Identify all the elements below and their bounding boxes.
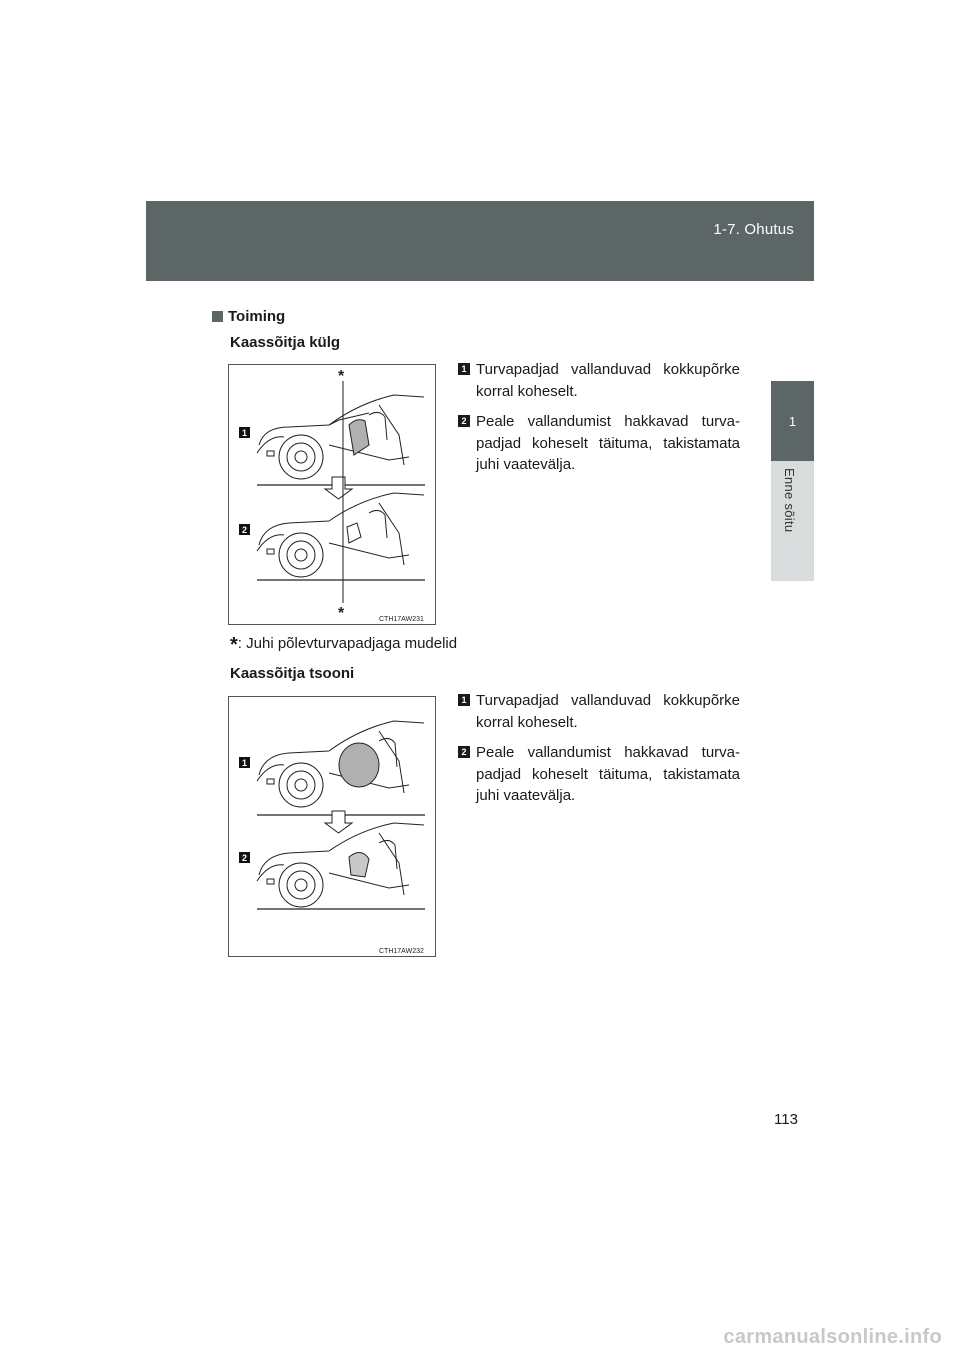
- figure-passenger-zone: [228, 696, 436, 957]
- figure-label-2: 2: [241, 525, 248, 535]
- step-text: Turvapadjad vallanduvad kokkupõrke korral koheselt.: [476, 692, 740, 731]
- step-text: Peale vallandumist hakkavad turva-padjad koheselt täituma, takistamata juhi vaatevälja.: [476, 744, 740, 804]
- step-item: [458, 690, 740, 733]
- step-number: 1: [458, 694, 470, 706]
- chapter-tab: [771, 381, 814, 461]
- figure-label-2: 2: [241, 853, 248, 863]
- figure-code: CTH17AW231: [379, 616, 424, 623]
- section-heading: Toiming: [212, 308, 285, 325]
- footnote-marker: *: [230, 634, 238, 656]
- driver-side-heading: Kaassõitja külg: [230, 334, 341, 351]
- figure-driver-side: [228, 364, 436, 625]
- header-bar: [146, 201, 814, 281]
- step-number: 2: [458, 746, 470, 758]
- step-text: Turvapadjad vallanduvad kokkupõrke korral koheselt.: [476, 361, 740, 400]
- passenger-zone-heading: Kaassõitja tsooni: [230, 665, 355, 682]
- step-text: Peale vallandumist hakkavad turva-padjad koheselt täituma, takistamata juhi vaatevälja.: [476, 413, 740, 473]
- square-bullet-icon: [212, 311, 223, 322]
- page-number: 113: [774, 1111, 798, 1128]
- figure-label-1: 1: [241, 758, 248, 768]
- driver-side-steps: [458, 359, 740, 485]
- figure-code: CTH17AW232: [379, 948, 424, 955]
- step-item: [458, 742, 740, 807]
- section-title: 1-7. Ohutus: [713, 221, 794, 238]
- chapter-number: 1: [788, 414, 797, 429]
- footnote: [230, 634, 457, 657]
- asterisk-bottom: *: [338, 605, 345, 622]
- airbag-deployment-illustration: [229, 697, 435, 956]
- step-item: [458, 411, 740, 476]
- footnote-text: : Juhi põlevturvapadjaga mudelid: [237, 635, 458, 652]
- passenger-zone-steps: [458, 690, 740, 816]
- airbag-deployment-illustration: [229, 365, 435, 624]
- chapter-label: Enne sõitu: [782, 468, 797, 533]
- step-item: [458, 359, 740, 402]
- step-number: 2: [458, 415, 470, 427]
- figure-label-1: 1: [241, 428, 248, 438]
- watermark: carmanualsonline.info: [723, 1326, 942, 1348]
- asterisk-top: *: [338, 368, 345, 385]
- step-number: 1: [458, 363, 470, 375]
